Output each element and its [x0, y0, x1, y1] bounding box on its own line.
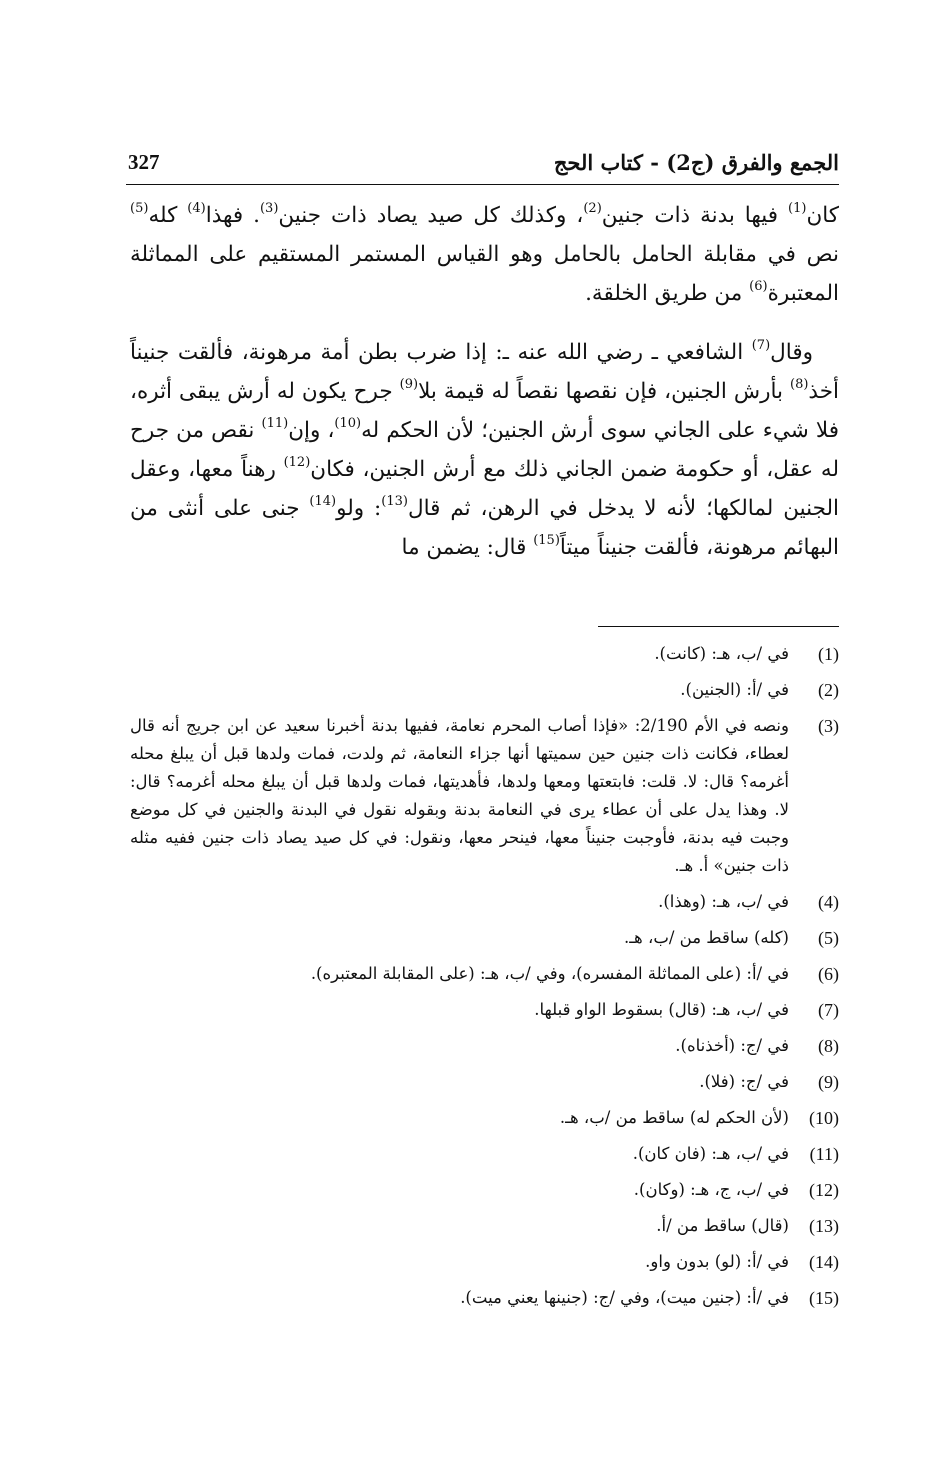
footnote-text: في /أ: (جنين ميت)، وفي /ج: (جنينها يعني ميت). — [460, 1288, 789, 1307]
footnote-text: ونصه في الأم 2/190: «فإذا أصاب المحرم نعامة، ففيها بدنة أخبرنا سعيد عن ابن جريج أنه قال لعطاء، فكانت ذات جنين حين سميتها أنها جزاء النعامة، ثم ولدت، فمات ولدها قبل أن يبلغ محله أغرمه؟ قال: لا. قلت: فابتعتها ومعها ولدها، فأهديتها، فمات ولدها قبل أن يبلغ محله أغرمه؟ قال: لا. وهذا يدل على أن عطاء يرى في النعامة بدنة وبقوله نقول في البدنة والجنين في كل موضع وجبت فيه بدنة، فأوجبت جنيناً معها، فينحر معها، ونقول: في كل صيد يصاد ذات جنين ففيه مثله ذات جنين» أ. هـ. — [130, 716, 789, 875]
footnote-ref: (7) — [751, 338, 771, 353]
footnote-item — [130, 960, 839, 988]
footnote-number: (2) — [818, 680, 839, 700]
footnote-item — [130, 1212, 839, 1240]
paragraph-2 — [130, 333, 839, 567]
footnote-item — [130, 1248, 839, 1276]
footnote-number: (12) — [809, 1180, 839, 1200]
footnote-ref: (10) — [334, 416, 362, 431]
footnote-text: في /ب، هـ: (قال) بسقوط الواو قبلها. — [534, 1000, 789, 1019]
text-run: رهناً معها، وعقل الجنين لمالكها؛ لأنه لا يدخل في الرهن، ثم قال — [130, 457, 839, 521]
footnote-item — [130, 996, 839, 1024]
text-run: نقص من جرح له عقل، أو حكومة ضمن الجاني ذلك مع أرش الجنين، فكان — [130, 418, 840, 482]
text-run: جنى على أنثى من البهائم مرهونة، فألقت جنيناً ميتاً — [130, 496, 839, 560]
footnote-ref: (6) — [749, 279, 768, 294]
text-run: : ولو — [336, 496, 382, 521]
footnote-text: في /ب، هـ: (فان كان). — [632, 1144, 789, 1163]
text-run: . فهذا — [205, 203, 260, 228]
footnote-number: (5) — [818, 928, 839, 948]
footnote-item — [130, 640, 839, 668]
footnote-ref: (8) — [789, 377, 809, 392]
footnote-item — [130, 1104, 839, 1132]
text-run: ، وإن — [288, 418, 335, 443]
footnote-item — [130, 924, 839, 952]
footnote-number: (10) — [809, 1108, 839, 1128]
text-run: من طريق الخلقة. — [585, 281, 750, 306]
footnote-ref: (11) — [261, 416, 289, 431]
footnote-ref: (3) — [259, 201, 279, 216]
footnote-number: (11) — [809, 1144, 839, 1164]
text-run: وقال — [770, 340, 813, 365]
footnote-number: (6) — [818, 964, 839, 984]
page-header — [126, 148, 839, 185]
footnote-number: (14) — [809, 1252, 839, 1272]
footnote-text: في /أ: (الجنين). — [680, 680, 789, 699]
footnote-ref: (13) — [381, 494, 408, 509]
footnote-number: (1) — [818, 644, 839, 664]
footnote-item — [130, 676, 839, 704]
footnote-text: في /ب، ج، هـ: (وكان). — [633, 1180, 789, 1199]
footnote-text: في /ج: (أخذناه). — [675, 1036, 789, 1055]
text-run: جرح يكون له أرش يبقى أثره، فلا شيء على الجاني سوى أرش الجنين؛ لأن الحكم له — [130, 379, 839, 443]
footnote-number: (9) — [818, 1072, 839, 1092]
footnote-number: (3) — [818, 716, 839, 736]
footnote-item — [130, 1140, 839, 1168]
footnote-ref: (15) — [533, 533, 560, 548]
footnote-item — [130, 712, 839, 880]
text-run: بأرش الجنين، فإن نقصها نقصاً له قيمة بلا — [418, 379, 790, 404]
text-run: فيها بدنة ذات جنين — [601, 203, 788, 228]
running-title: الجمع والفرق (ج2) - كتاب الحج — [553, 150, 839, 175]
footnote-text: (كله) ساقط من /ب، هـ. — [623, 928, 789, 947]
footnote-ref: (4) — [187, 201, 206, 216]
footnote-ref: (1) — [788, 201, 807, 216]
text-run: نص في مقابلة الحامل بالحامل وهو القياس المستمر المستقيم على المماثلة المعتبرة — [130, 242, 839, 306]
footnote-ref: (9) — [399, 377, 419, 392]
footnote-text: في /ب، هـ: (وهذا). — [658, 892, 789, 911]
text-run: ، وكذلك كل صيد يصاد ذات جنين — [278, 203, 584, 228]
footnote-text: في /ب، هـ: (كانت). — [654, 644, 789, 663]
footnote-item — [130, 1068, 839, 1096]
paragraph-1 — [130, 196, 839, 313]
footnote-number: (7) — [818, 1000, 839, 1020]
footnote-item — [130, 888, 839, 916]
footnote-item — [130, 1032, 839, 1060]
footnote-number: (13) — [809, 1216, 839, 1236]
text-run: كان — [806, 203, 840, 228]
footnote-ref: (5) — [130, 201, 149, 216]
footnote-separator — [598, 626, 839, 627]
footnote-text: في /ج: (فلا). — [699, 1072, 789, 1091]
footnote-item — [130, 1284, 839, 1312]
footnotes — [130, 640, 839, 1320]
text-run: كله — [148, 203, 188, 228]
text-run: الشافعي ـ رضي الله عنه ـ: إذا ضرب بطن أمة مرهونة، فألقت جنيناً أخذ — [130, 340, 839, 404]
footnote-text: في /أ: (على المماثلة المفسره)، وفي /ب، هـ: (على المقابلة المعتبره). — [310, 964, 789, 983]
footnote-item — [130, 1176, 839, 1204]
footnote-ref: (2) — [583, 201, 602, 216]
footnote-text: (لأن الحكم له) ساقط من /ب، هـ. — [559, 1108, 789, 1127]
footnote-ref: (14) — [309, 494, 337, 509]
footnote-number: (15) — [809, 1288, 839, 1308]
footnote-text: في /أ: (لو) بدون واو. — [645, 1252, 789, 1271]
main-text — [130, 196, 839, 567]
text-run: قال: يضمن ما — [401, 535, 534, 560]
page-number: 327 — [128, 150, 160, 174]
footnote-number: (8) — [818, 1036, 839, 1056]
footnote-text: (قال) ساقط من /أ. — [656, 1216, 789, 1235]
footnote-ref: (12) — [283, 455, 311, 470]
footnote-number: (4) — [818, 892, 839, 912]
